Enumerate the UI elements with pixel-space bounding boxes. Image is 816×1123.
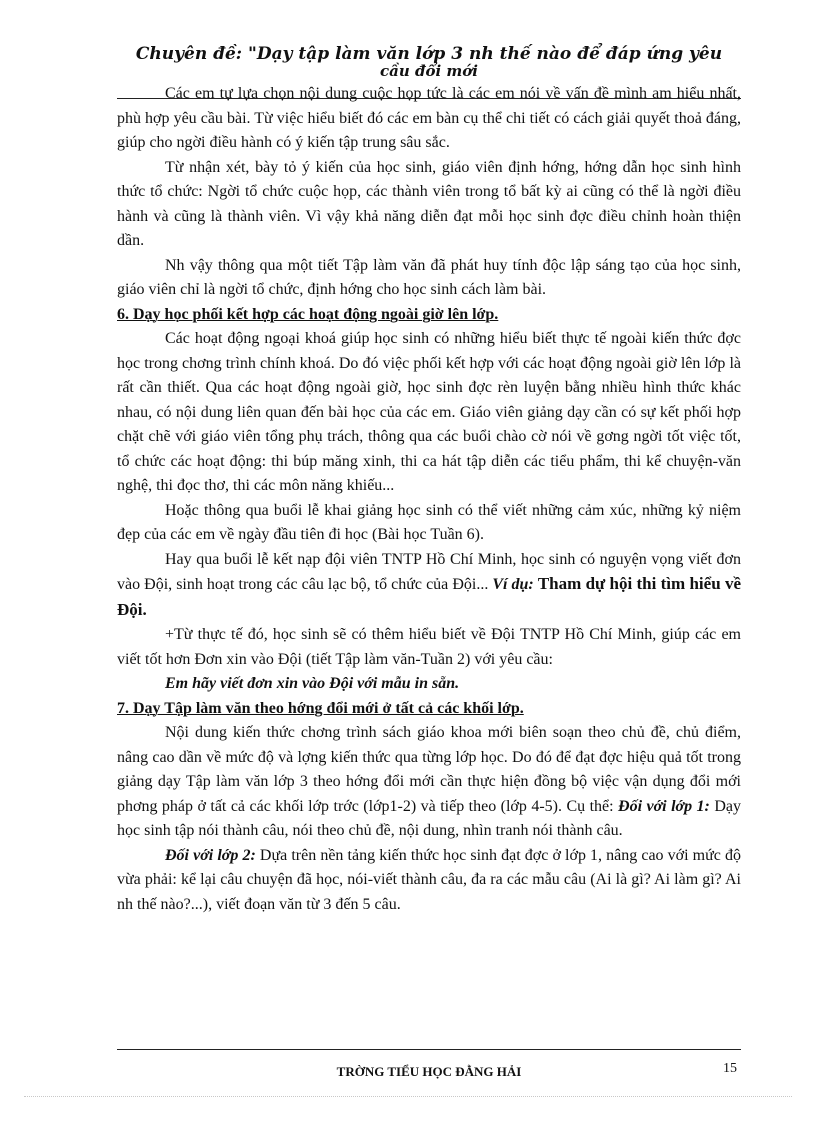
- section-heading-7: 7. Dạy Tập làm văn theo hớng đổi mới ở tất cả các khối lớp.: [117, 699, 524, 717]
- paragraph-10-text: Dựa trên nền tảng kiến thức học sinh đạt đợc ở lớp 1, nâng cao với mức độ vừa phải: kể lại câu chuyện đã học, nói-viết thành câu, đa ra các mẫu câu (Ai là gì? Ai làm gì? Ai nh thế nào?...), viết đoạn văn từ 3 đến 5 câu.: [117, 846, 741, 913]
- document-body: [117, 82, 741, 917]
- paragraph-10: [117, 844, 741, 918]
- paragraph-8: Em hãy viết đơn xin vào Đội với mẫu in sẵn.: [165, 675, 460, 692]
- grade-1-label: Đối với lớp 1:: [618, 797, 710, 815]
- paragraph-9-tail: Dạy học sinh tập nói thành câu, nói theo chủ đề, nội dung, nhìn tranh nói thành câu.: [117, 797, 742, 839]
- paragraph-2: Từ nhận xét, bày tỏ ý kiến của học sinh, giáo viên định hớng, hớng dẫn học sinh hình thức tổ chức: Ngời tổ chức cuộc họp, các thành viên trong tổ bất kỳ ai cũng có thể là ngời điều hành và cũng là thành viên. Vì vậy khả năng diễn đạt mỗi học sinh đợc điều chỉnh hoàn thiện dần.: [117, 158, 741, 249]
- section-heading-6: 6. Dạy học phối kết hợp các hoạt động ngoài giờ lên lớp.: [117, 305, 499, 323]
- page-bottom-border: [24, 1096, 792, 1097]
- paragraph-6-text: Hay qua buổi lễ kết nạp đội viên TNTP Hồ Chí Minh, học sinh có nguyện vọng viết đơn vào Đội, sinh hoạt trong các câu lạc bộ, tổ chức của Đội...: [117, 550, 741, 593]
- paragraph-7: +Từ thực tế đó, học sinh sẽ có thêm hiểu biết về Đội TNTP Hồ Chí Minh, giúp các em viết tốt hơn Đơn xin vào Đội (tiết Tập làm văn-Tuần 2) với yêu cầu:: [117, 626, 741, 668]
- paragraph-3: Nh vậy thông qua một tiết Tập làm văn đã phát huy tính độc lập sáng tạo của học sinh, giáo viên chỉ là ngời tổ chức, định hớng cho học sinh cách làm bài.: [117, 256, 741, 298]
- example-label: Ví dụ:: [492, 576, 534, 593]
- footer-rule: [117, 1049, 741, 1050]
- paragraph-9: [117, 721, 741, 844]
- paragraph-6: [117, 548, 741, 624]
- page-number: 15: [723, 1061, 737, 1076]
- page-header: [117, 46, 741, 80]
- header-title-line1: Chuyên đề: "Dạy tập làm văn lớp 3 nh thế nào để đáp ứng yêu: [135, 44, 723, 64]
- paragraph-4: Các hoạt động ngoại khoá giúp học sinh có những hiểu biết thực tế ngoài kiến thức đợc học trong chơng trình chính khoá. Do đó việc phối kết hợp với các hoạt động ngoài giờ lên lớp là rất cần thiết. Qua các hoạt động ngoài giờ, học sinh đợc rèn luyện bằng nhiều hình thức khác nhau, có nội dung liên quan đến bài học của các em. Giáo viên giảng dạy cần có sự kết phối hợp chặt chẽ với giáo viên tổng phụ trách, thông qua các buổi chào cờ nói về gơng ngời tốt việc tốt, tổ chức các hoạt động: thi búp măng xinh, thi ca hát tập diễn các tiểu phẩm, thi kể chuyện-văn nghệ, thi đọc thơ, thi các môn năng khiếu...: [117, 330, 741, 494]
- grade-2-label: Đối với lớp 2:: [165, 846, 256, 864]
- header-title-line2: cầu đổi mới: [380, 62, 478, 80]
- footer-school-name: TRỜNG TIỂU HỌC ĐẰNG HẢI: [336, 1064, 522, 1079]
- paragraph-1: Các em tự lựa chọn nội dung cuộc họp tức là các em nói về vấn đề mình am hiểu nhất, phù hợp yêu cầu bài. Từ việc hiểu biết đó các em bàn cụ thể chi tiết có cách giải quyết thoả đáng, giúp cho ngời điều hành có ý kiến tập trung sâu sắc.: [117, 85, 741, 151]
- paragraph-5: Hoặc thông qua buổi lễ khai giảng học sinh có thể viết những cảm xúc, những kỷ niệm đẹp của các em về ngày đầu tiên đi học (Bài học Tuần 6).: [117, 501, 741, 543]
- paragraph-9-text: Nội dung kiến thức chơng trình sách giáo khoa mới biên soạn theo chủ đề, chủ điểm, nâng cao dần về mức độ và lợng kiến thức qua từng lớp học. Do đó để đạt đợc hiệu quả tốt trong giảng dạy Tập làm văn lớp 3 theo hớng đổi mới cần thực hiện đồng bộ việc vận dụng đổi mới phơng pháp ở tất cả các khối lớp trớc (lớp1-2) và tiếp theo (lớp 4-5). Cụ thể:: [117, 724, 741, 815]
- example-bold-text: Tham dự hội thi tìm hiểu về Đội.: [117, 574, 741, 619]
